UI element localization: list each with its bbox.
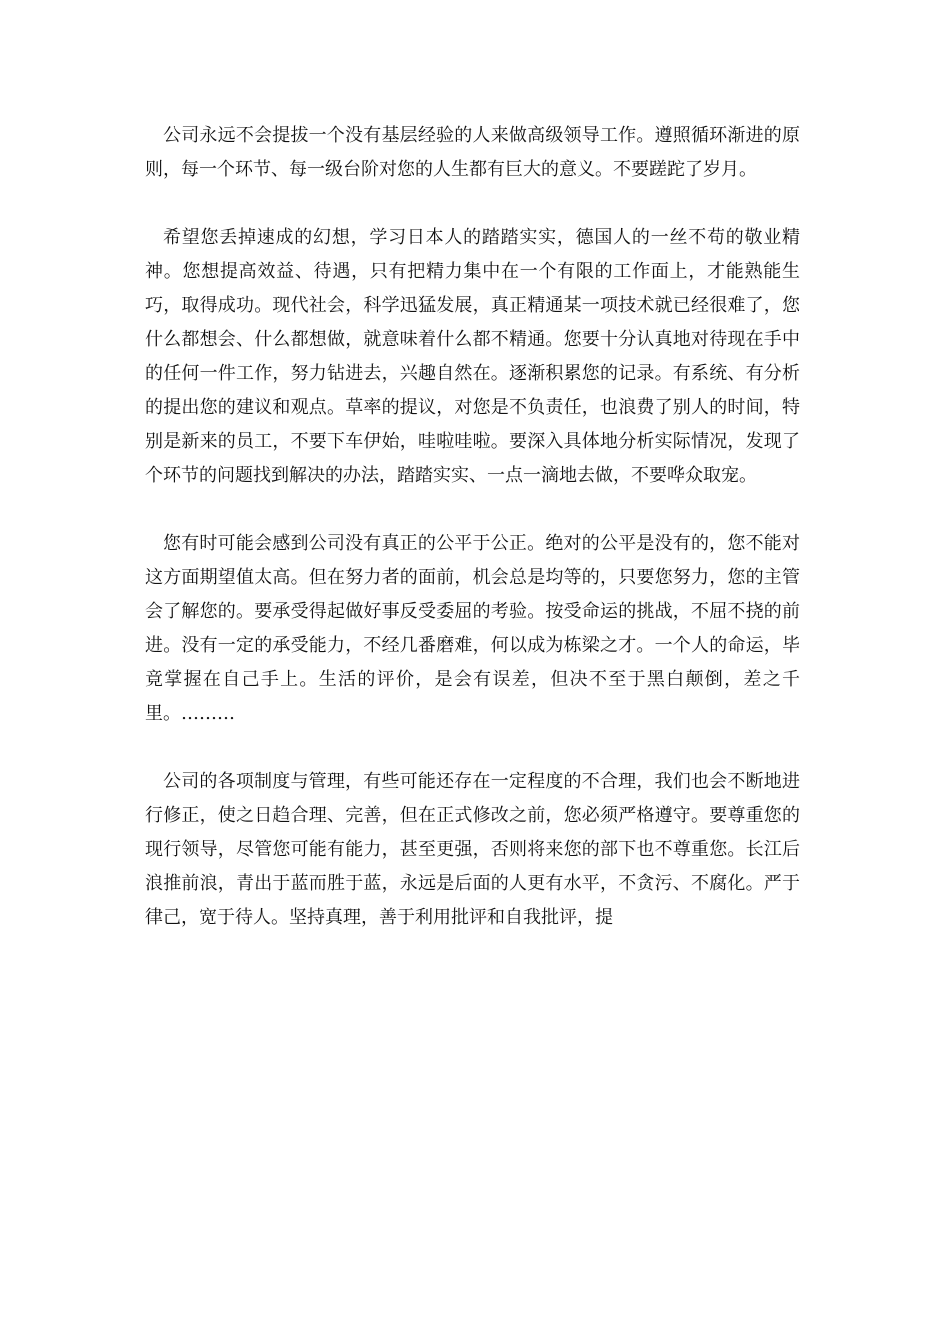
paragraph-promotion: 公司永远不会提拔一个没有基层经验的人来做高级领导工作。遵照循环渐进的原则，每一个环节、每一级台阶对您的人生都有巨大的意义。不要蹉跎了岁月。 [145, 125, 800, 180]
paragraph-diligence: 希望您丢掉速成的幻想，学习日本人的踏踏实实，德国人的一丝不苟的敬业精神。您想提高效益、待遇，只有把精力集中在一个有限的工作面上，才能熟能生巧，取得成功。现代社会，科学迅猛发展，真正精通某一项技术就已经很难了，您什么都想会、什么都想做，就意味着什么都不精通。您要十分认真地对待现在手中的任何一件工作，努力钻进去，兴趣自然在。逐渐积累您的记录。有系统、有分析的提出您的建议和观点。草率的提议，对您是不负责任，也浪费了别人的时间，特别是新来的员工，不要下车伊始，哇啦哇啦。要深入具体地分析实际情况，发现了个环节的问题找到解决的办法，踏踏实实、一点一滴地去做，不要哗众取宠。 [145, 227, 800, 486]
paragraph-rules: 公司的各项制度与管理，有些可能还存在一定程度的不合理，我们也会不断地进行修正，使之日趋合理、完善，但在正式修改之前，您必须严格遵守。要尊重您的现行领导，尽管您可能有能力，甚至更强，否则将来您的部下也不尊重您。长江后浪推前浪，青出于蓝而胜于蓝，永远是后面的人更有水平，不贪污、不腐化。严于律己，宽于待人。坚持真理，善于利用批评和自我批评，提 [145, 771, 800, 928]
paragraph-fairness: 您有时可能会感到公司没有真正的公平于公正。绝对的公平是没有的，您不能对这方面期望值太高。但在努力者的面前，机会总是均等的，只要您努力，您的主管会了解您的。要承受得起做好事反受委屈的考验。按受命运的挑战，不屈不挠的前进。没有一定的承受能力，不经几番磨难，何以成为栋梁之才。一个人的命运，毕竟掌握在自己手上。生活的评价，是会有误差，但决不至于黑白颠倒，差之千里。……… [145, 533, 800, 724]
document-page [145, 119, 800, 969]
